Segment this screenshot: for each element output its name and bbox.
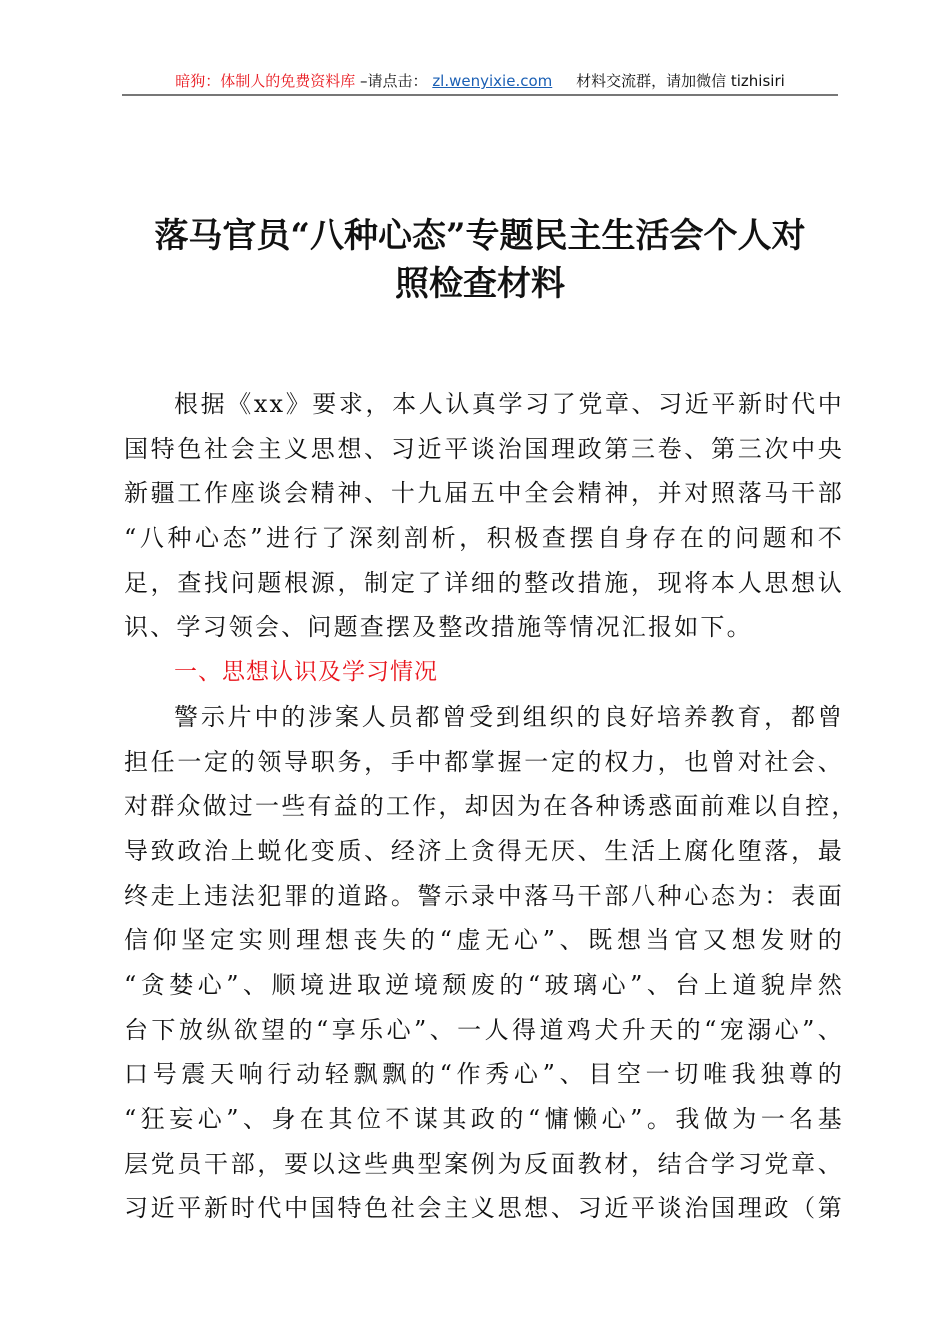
header-contact: 材料交流群，请加微信 tizhisiri xyxy=(576,72,785,90)
paragraph-line: 对群众做过一些有益的工作，却因为在各种诱惑面前难以自控， xyxy=(124,792,858,821)
paragraph-line: 终走上违法犯罪的道路。警示录中落马干部八种心态为：表面 xyxy=(124,881,844,910)
header-brand: 暗狗：体制人的免费资料库 xyxy=(175,72,356,90)
title-line: 落马官员“八种心态”专题民主生活会个人对 xyxy=(154,216,806,256)
title-line: 照检查材料 xyxy=(395,264,565,304)
paragraph-line: “贪婪心”、顺境进取逆境颓废的“玻璃心”、台上道貌岸然 xyxy=(124,970,844,999)
document-body xyxy=(124,382,858,1231)
paragraph-line: “狂妄心”、身在其位不谋其政的“慵懒心”。我做为一名基 xyxy=(124,1105,844,1133)
header-divider xyxy=(122,94,838,96)
paragraph-line: 层党员干部，要以这些典型案例为反面教材，结合学习党章、 xyxy=(124,1149,844,1178)
page-header xyxy=(122,70,838,92)
paragraph-line: 信仰坚定实则理想丧失的“虚无心”、既想当官又想发财的 xyxy=(124,926,844,955)
paragraph-line: 足，查找问题根源，制定了详细的整改措施，现将本人思想认 xyxy=(124,568,844,597)
paragraph-line: “八种心态”进行了深刻剖析，积极查摆自身存在的问题和不 xyxy=(124,524,844,553)
header-link[interactable]: zl.wenyixie.com xyxy=(432,72,553,90)
section-heading: 一、思想认识及学习情况 xyxy=(174,659,438,686)
paragraph-line: 国特色社会主义思想、习近平谈治国理政第三卷、第三次中央 xyxy=(124,434,844,463)
document-title xyxy=(100,212,860,308)
paragraph-line: 导致政治上蜕化变质、经济上贪得无厌、生活上腐化堕落，最 xyxy=(124,836,844,865)
paragraph-line: 识、学习领会、问题查摆及整改措施等情况汇报如下。 xyxy=(124,613,753,642)
paragraph-line: 担任一定的领导职务，手中都掌握一定的权力，也曾对社会、 xyxy=(124,747,844,776)
paragraph-line: 台下放纵欲望的“享乐心”、一人得道鸡犬升天的“宠溺心”、 xyxy=(124,1015,844,1044)
paragraph-line: 根据《xx》要求，本人认真学习了党章、习近平新时代中 xyxy=(174,390,844,418)
header-click-prompt: –请点击： xyxy=(360,72,428,90)
paragraph-line: 新疆工作座谈会精神、十九届五中全会精神，并对照落马干部 xyxy=(124,479,844,508)
paragraph-line: 警示片中的涉案人员都曾受到组织的良好培养教育，都曾 xyxy=(174,702,844,731)
paragraph-line: 口号震天响行动轻飘飘的“作秀心”、目空一切唯我独尊的 xyxy=(124,1060,844,1089)
paragraph-line: 习近平新时代中国特色社会主义思想、习近平谈治国理政（第 xyxy=(124,1194,844,1223)
